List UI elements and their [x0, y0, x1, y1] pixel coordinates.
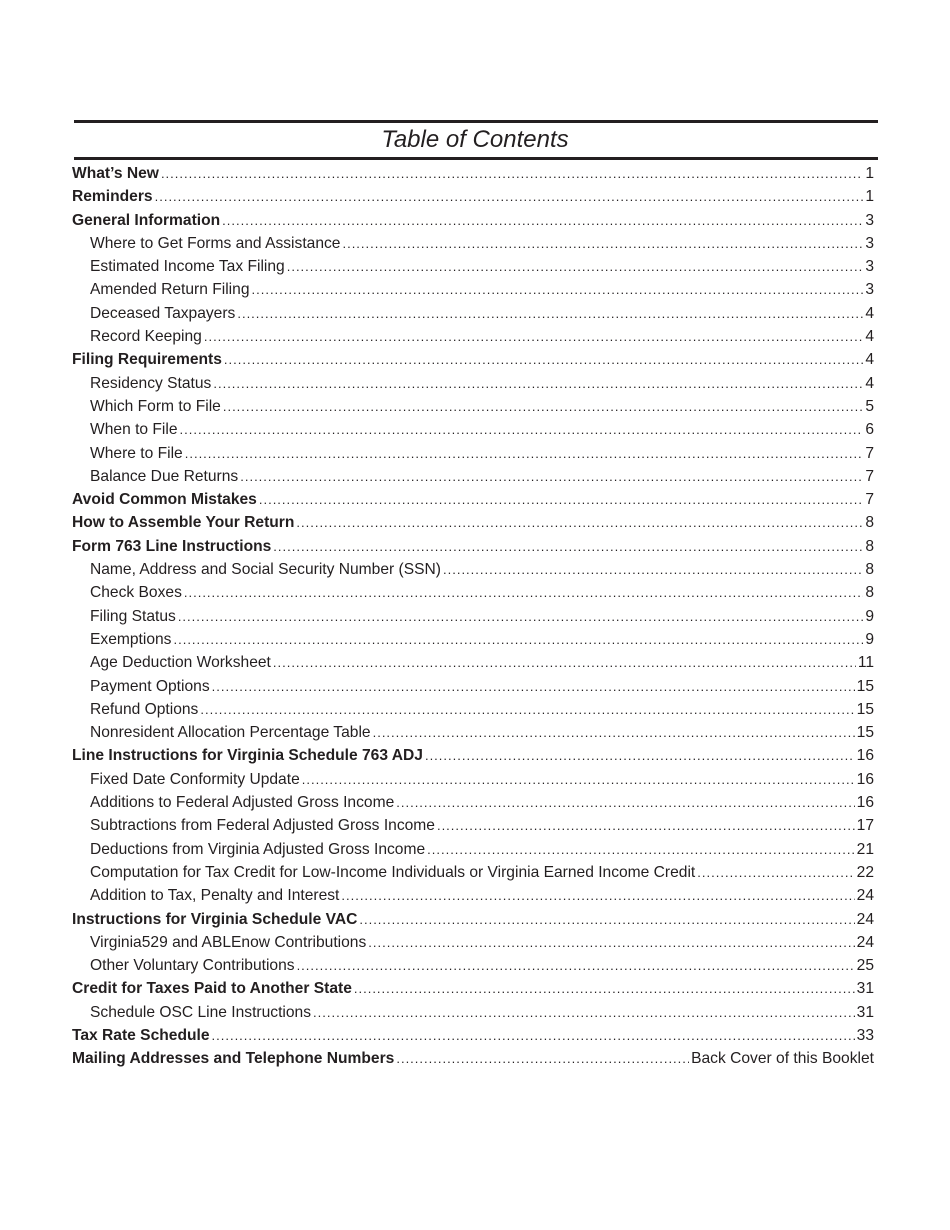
toc-entry[interactable]	[72, 744, 878, 767]
dot-leader	[297, 954, 855, 977]
toc-entry-label: Where to File	[90, 444, 183, 462]
table-of-contents	[72, 120, 878, 1071]
toc-entry-label: Payment Options	[90, 677, 210, 695]
toc-entry-page: 21	[856, 840, 874, 858]
toc-entry-label: Estimated Income Tax Filing	[90, 258, 285, 276]
dot-leader	[155, 185, 864, 208]
toc-entry[interactable]	[72, 861, 878, 884]
dot-leader	[368, 931, 854, 954]
title-rule-bottom	[74, 157, 878, 160]
toc-entry-label: Avoid Common Mistakes	[72, 491, 257, 509]
toc-entry-page: 15	[856, 724, 874, 742]
toc-entry-page: 4	[865, 351, 874, 369]
dot-leader	[396, 1047, 689, 1070]
toc-entry-page: 8	[865, 584, 874, 602]
dot-leader	[697, 861, 854, 884]
toc-entry-label: Deductions from Virginia Adjusted Gross Income	[90, 840, 426, 858]
dot-leader	[342, 232, 863, 255]
toc-entry-label: Reminders	[72, 188, 153, 206]
dot-leader	[443, 558, 863, 581]
toc-entry-label: Balance Due Returns	[90, 467, 239, 485]
toc-entry[interactable]	[72, 465, 878, 488]
toc-entry[interactable]	[72, 698, 878, 721]
toc-entry-label: Which Form to File	[90, 397, 221, 415]
toc-entry-page: 16	[856, 770, 874, 788]
toc-entry[interactable]	[72, 977, 878, 1000]
toc-entry[interactable]	[72, 302, 878, 325]
toc-entry-label: Tax Rate Schedule	[72, 1026, 210, 1044]
toc-entry-page: 16	[856, 794, 874, 812]
toc-entry[interactable]	[72, 838, 878, 861]
dot-leader	[161, 162, 863, 185]
dot-leader	[180, 418, 864, 441]
toc-entry[interactable]	[72, 255, 878, 278]
dot-leader	[200, 698, 854, 721]
dot-leader	[296, 511, 863, 534]
dot-leader	[425, 744, 855, 767]
toc-entry-label: Mailing Addresses and Telephone Numbers	[72, 1050, 395, 1068]
toc-entry-page: 5	[865, 397, 874, 415]
dot-leader	[396, 791, 854, 814]
toc-entry-page: 6	[865, 421, 874, 439]
dot-leader	[240, 465, 863, 488]
toc-entry-page: 4	[865, 328, 874, 346]
toc-entry-label: Additions to Federal Adjusted Gross Income	[90, 794, 395, 812]
toc-entry[interactable]	[72, 1047, 878, 1070]
toc-entry-label: Age Deduction Worksheet	[90, 654, 271, 672]
toc-entry-label: What’s New	[72, 165, 159, 182]
toc-entry-page: 1	[865, 188, 874, 206]
toc-entry[interactable]	[72, 232, 878, 255]
toc-entry-label: Residency Status	[90, 374, 212, 392]
toc-entry-label: Refund Options	[90, 700, 199, 718]
toc-entry-label: Filing Requirements	[72, 351, 222, 369]
toc-entry-label: Form 763 Line Instructions	[72, 537, 272, 555]
toc-entry[interactable]	[72, 209, 878, 232]
dot-leader	[273, 535, 863, 558]
toc-entry-page: 15	[856, 677, 874, 695]
dot-leader	[354, 977, 855, 1000]
toc-entry-label: When to File	[90, 421, 178, 439]
dot-leader	[212, 1024, 855, 1047]
toc-entry[interactable]	[72, 814, 878, 837]
toc-entry-page: 15	[856, 700, 874, 718]
toc-entry[interactable]	[72, 558, 878, 581]
toc-entry[interactable]	[72, 675, 878, 698]
toc-entry-page: 8	[865, 537, 874, 555]
toc-entry-label: Addition to Tax, Penalty and Interest	[90, 887, 340, 905]
toc-entry-label: Fixed Date Conformity Update	[90, 770, 300, 788]
dot-leader	[185, 442, 864, 465]
toc-entry-label: Deceased Taxpayers	[90, 304, 236, 322]
toc-entry-label: Schedule OSC Line Instructions	[90, 1003, 312, 1021]
toc-entry-label: Record Keeping	[90, 328, 202, 346]
page-title: Table of Contents	[381, 126, 569, 153]
toc-entry-page: 3	[865, 258, 874, 276]
toc-entry-page: 9	[865, 607, 874, 625]
toc-entry[interactable]	[72, 278, 878, 301]
toc-list	[72, 162, 878, 1071]
toc-entry[interactable]	[72, 185, 878, 208]
toc-entry-page: 25	[856, 957, 874, 975]
dot-leader	[222, 209, 863, 232]
toc-entry-label: Virginia529 and ABLEnow Contributions	[90, 933, 367, 951]
toc-entry-page: 4	[865, 304, 874, 322]
toc-entry[interactable]	[72, 768, 878, 791]
dot-leader	[373, 721, 855, 744]
toc-entry[interactable]	[72, 931, 878, 954]
dot-leader	[302, 768, 855, 791]
toc-entry-page: 7	[865, 467, 874, 485]
dot-leader	[213, 372, 863, 395]
dot-leader	[359, 908, 854, 931]
toc-entry-label: Check Boxes	[90, 584, 182, 602]
dot-leader	[252, 278, 864, 301]
toc-entry-label: Credit for Taxes Paid to Another State	[72, 980, 352, 998]
toc-entry[interactable]	[72, 954, 878, 977]
dot-leader	[223, 395, 863, 418]
toc-entry[interactable]	[72, 162, 878, 185]
toc-entry-page: 22	[856, 863, 874, 881]
dot-leader	[273, 651, 856, 674]
toc-entry-page: 24	[856, 933, 874, 951]
toc-entry-label: Exemptions	[90, 630, 172, 648]
toc-entry-page: 24	[856, 887, 874, 905]
toc-entry-page: 8	[865, 561, 874, 579]
dot-leader	[204, 325, 863, 348]
toc-entry[interactable]	[72, 581, 878, 604]
toc-entry[interactable]	[72, 535, 878, 558]
toc-entry[interactable]	[72, 372, 878, 395]
toc-entry-label: Line Instructions for Virginia Schedule 763 ADJ	[72, 747, 423, 765]
dot-leader	[287, 255, 864, 278]
toc-entry-label: Name, Address and Social Security Number (SSN)	[90, 561, 441, 579]
toc-entry-label: Computation for Tax Credit for Low-Income Individuals or Virginia Earned Income Credit	[90, 863, 696, 881]
dot-leader	[178, 605, 864, 628]
toc-entry-label: Filing Status	[90, 607, 176, 625]
toc-entry-page: 31	[856, 1003, 874, 1021]
toc-entry[interactable]	[72, 605, 878, 628]
toc-entry[interactable]	[72, 348, 878, 371]
toc-entry-page: 31	[856, 980, 874, 998]
toc-entry[interactable]	[72, 791, 878, 814]
toc-entry[interactable]	[72, 884, 878, 907]
toc-entry[interactable]	[72, 511, 878, 534]
toc-entry-label: General Information	[72, 211, 221, 229]
toc-entry-label: Nonresident Allocation Percentage Table	[90, 724, 371, 742]
toc-entry[interactable]	[72, 651, 878, 674]
dot-leader	[184, 581, 863, 604]
toc-entry-page: 8	[865, 514, 874, 532]
dot-leader	[224, 348, 863, 371]
dot-leader	[437, 814, 855, 837]
toc-entry[interactable]	[72, 721, 878, 744]
dot-leader	[237, 302, 863, 325]
toc-entry-page: 11	[857, 654, 874, 672]
toc-entry-page: 3	[865, 234, 874, 252]
toc-entry-page: 4	[865, 374, 874, 392]
dot-leader	[259, 488, 863, 511]
toc-entry-page: 16	[856, 747, 874, 765]
toc-entry-page: Back Cover of this Booklet	[691, 1050, 874, 1068]
toc-entry-label: Where to Get Forms and Assistance	[90, 234, 341, 252]
toc-entry-page: 17	[856, 817, 874, 835]
toc-entry-page: 33	[856, 1026, 874, 1044]
dot-leader	[313, 1001, 855, 1024]
toc-entry[interactable]	[72, 628, 878, 651]
toc-entry[interactable]	[72, 395, 878, 418]
toc-entry-label: Subtractions from Federal Adjusted Gross Income	[90, 817, 435, 835]
toc-entry-label: Instructions for Virginia Schedule VAC	[72, 910, 358, 928]
toc-entry[interactable]	[72, 1024, 878, 1047]
toc-entry-page: 7	[865, 444, 874, 462]
toc-entry-page: 9	[865, 630, 874, 648]
toc-entry-page: 3	[865, 211, 874, 229]
dot-leader	[427, 838, 855, 861]
toc-entry[interactable]	[72, 488, 878, 511]
toc-entry[interactable]	[72, 1001, 878, 1024]
toc-entry-page: 1	[865, 165, 874, 182]
toc-entry-label: Other Voluntary Contributions	[90, 957, 295, 975]
toc-entry-page: 3	[865, 281, 874, 299]
dot-leader	[341, 884, 854, 907]
dot-leader	[212, 675, 855, 698]
toc-entry-label: How to Assemble Your Return	[72, 514, 295, 532]
toc-entry[interactable]	[72, 325, 878, 348]
toc-entry-label: Amended Return Filing	[90, 281, 250, 299]
toc-entry-page: 7	[865, 491, 874, 509]
toc-entry[interactable]	[72, 418, 878, 441]
toc-entry-page: 24	[856, 910, 874, 928]
dot-leader	[173, 628, 863, 651]
toc-entry[interactable]	[72, 908, 878, 931]
toc-entry[interactable]	[72, 442, 878, 465]
